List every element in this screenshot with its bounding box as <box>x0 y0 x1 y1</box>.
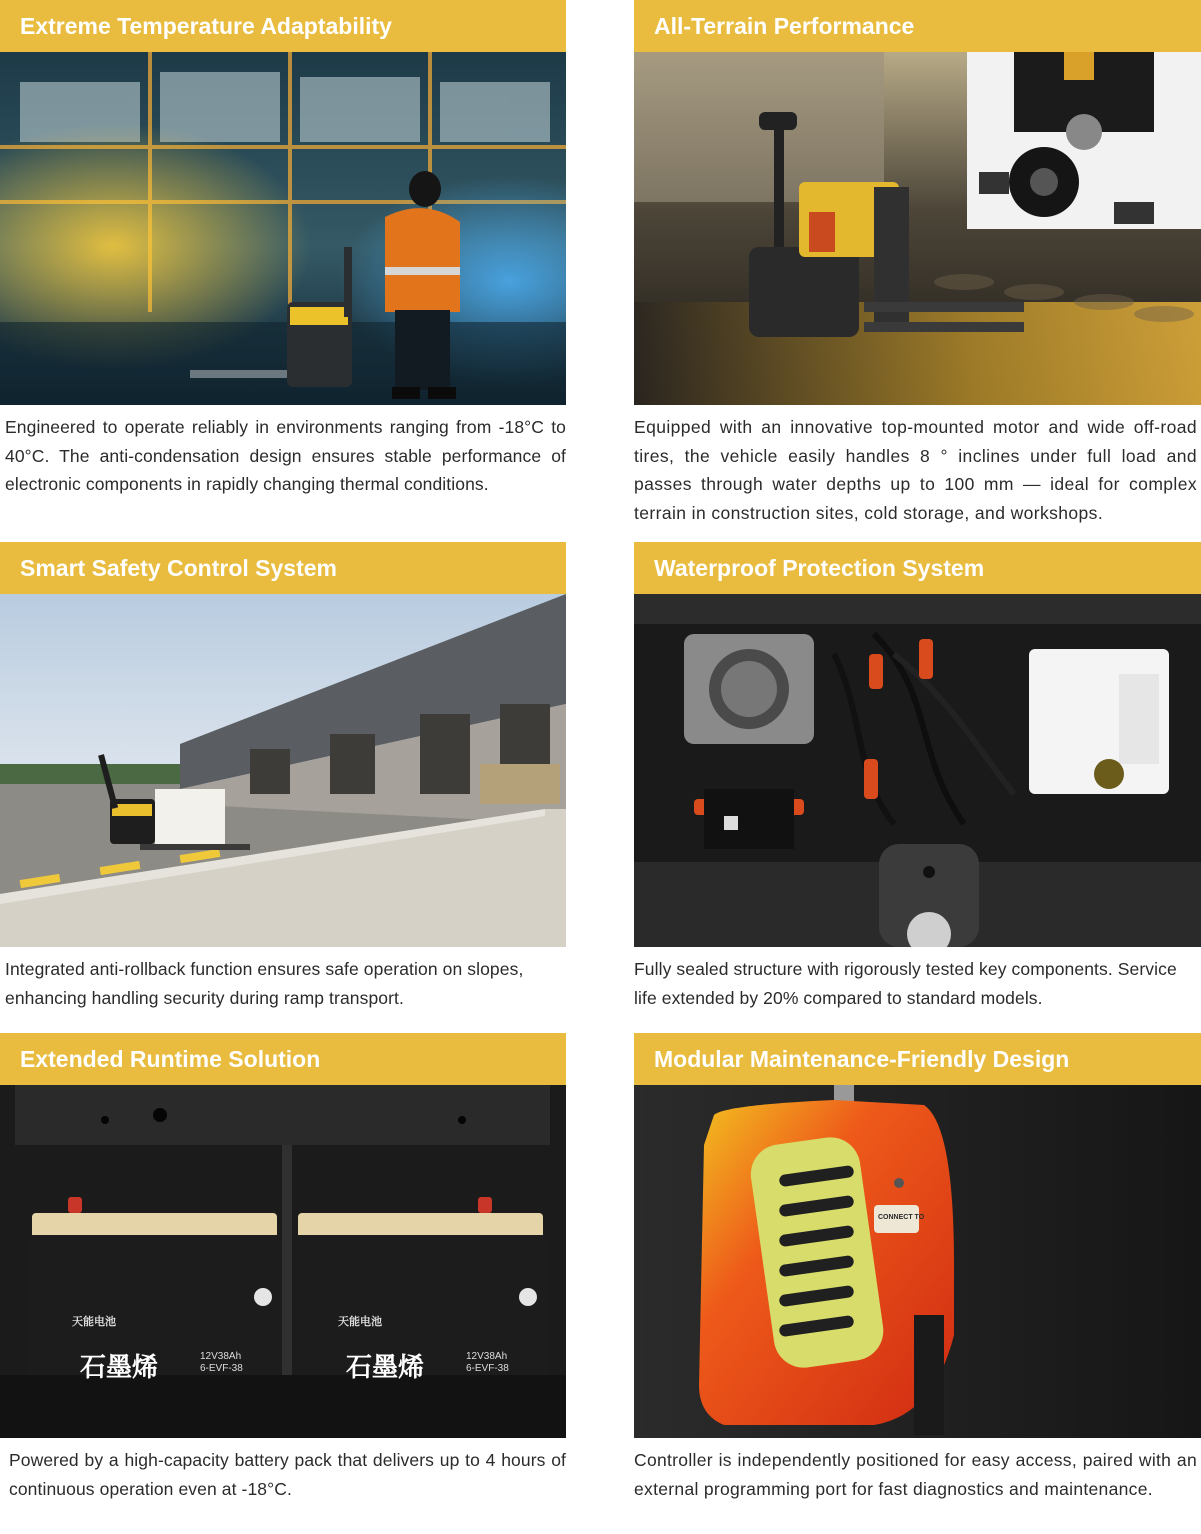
card-description: Integrated anti-rollback function ensures safe operation on slopes, enhancing handling security during ramp transport. <box>5 959 524 1008</box>
battery-capacity: 12V38Ah <box>200 1351 242 1362</box>
card-description: Fully sealed structure with rigorously tested key components. Service life extended by 20% compared to standard models. <box>634 959 1177 1008</box>
battery-main-label: 石墨烯 <box>80 1352 159 1382</box>
card-title: Extended Runtime Solution <box>0 1033 566 1085</box>
battery-model <box>200 1351 243 1375</box>
card-description: Equipped with an innovative top-mounted motor and wide off-road tires, the vehicle easily handles 8 ° inclines under full load and passes through water depths up to 100 mm — ideal for complex terrain in construction sites, cold storage, and workshops. <box>634 417 1197 523</box>
feature-card-runtime <box>0 1033 566 1503</box>
card-title: Extreme Temperature Adaptability <box>0 0 566 52</box>
card-description: Powered by a high-capacity battery pack that delivers up to 4 hours of continuous operation even at -18°C. <box>9 1450 566 1499</box>
warehouse-photo <box>0 52 566 405</box>
feature-card-waterproof <box>634 542 1201 1012</box>
battery-compartment-photo <box>0 1085 566 1438</box>
feature-card-temperature <box>0 0 566 499</box>
card-description: Engineered to operate reliably in environments ranging from -18°C to 40°C. The anti-condensation design ensures stable performance of electronic components in rapidly changing thermal conditions. <box>5 417 566 494</box>
programming-port-label: CONNECT TO <box>878 1214 925 1221</box>
feature-card-safety <box>0 542 566 1012</box>
battery-brand: 天能电池 <box>72 1316 116 1328</box>
battery-model <box>466 1351 509 1375</box>
controller-housing-photo <box>634 1085 1201 1438</box>
battery-capacity: 12V38Ah <box>466 1351 508 1362</box>
feature-card-terrain <box>634 0 1201 527</box>
card-title: Waterproof Protection System <box>634 542 1201 594</box>
card-title: Modular Maintenance-Friendly Design <box>634 1033 1201 1085</box>
battery-brand: 天能电池 <box>338 1316 382 1328</box>
card-title: All-Terrain Performance <box>634 0 1201 52</box>
electrical-compartment-photo <box>634 594 1201 947</box>
battery-main-label: 石墨烯 <box>346 1352 425 1382</box>
battery-code: 6-EVF-38 <box>466 1363 509 1374</box>
card-title: Smart Safety Control System <box>0 542 566 594</box>
cobblestone-photo <box>634 52 1201 405</box>
battery-code: 6-EVF-38 <box>200 1363 243 1374</box>
ramp-photo <box>0 594 566 947</box>
card-description: Controller is independently positioned for easy access, paired with an external programming port for fast diagnostics and maintenance. <box>634 1450 1197 1499</box>
feature-card-maintenance <box>634 1033 1201 1503</box>
